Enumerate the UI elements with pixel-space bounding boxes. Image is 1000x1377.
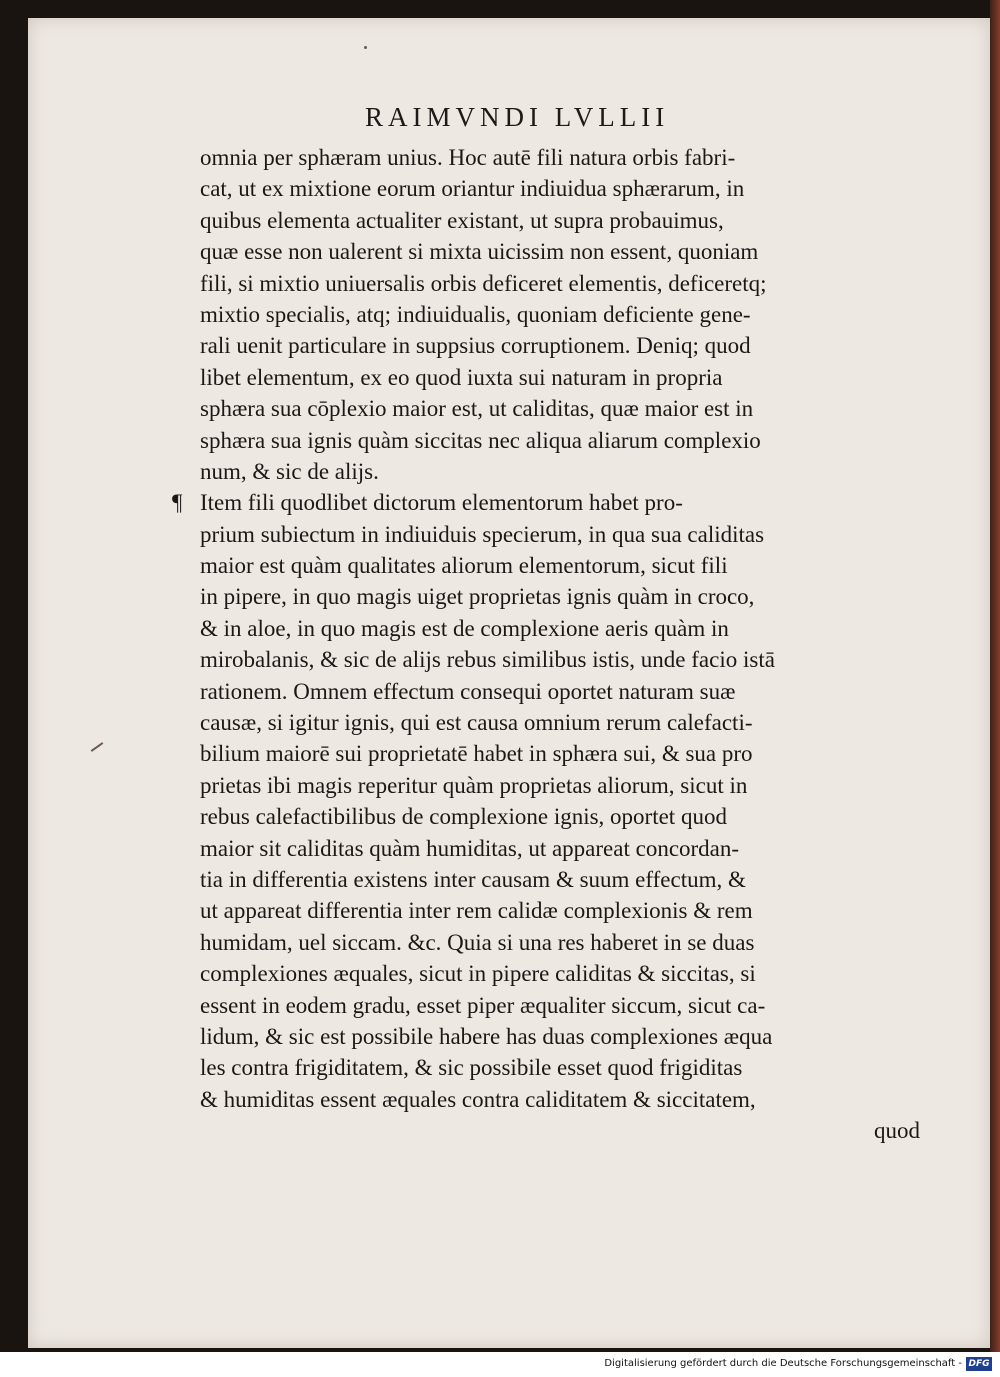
- text-line: prium subiectum in indiuiduis specierum, in qua sua caliditas: [200, 521, 765, 547]
- page-mark: [91, 742, 104, 752]
- paragraph-start-line: [172, 487, 920, 518]
- binding-edge: [990, 0, 1000, 1352]
- text-line: prietas ibi magis reperitur quàm proprietas aliorum, sicut in: [200, 772, 748, 798]
- catchword: quod: [874, 1118, 920, 1144]
- digitization-footer: [0, 1352, 1000, 1377]
- text-line: omnia per sphæram unius. Hoc autē fili natura orbis fabri-: [200, 145, 736, 170]
- text-line: mixtio specialis, atq; indiuidualis, quoniam deficiente gene-: [200, 301, 751, 327]
- text-line: ut appareat differentia inter rem calidæ complexionis & rem: [200, 898, 753, 924]
- text-line: mirobalanis, & sic de alijs rebus similibus istis, unde facio istā: [200, 647, 775, 673]
- text-line: maior est quàm qualitates aliorum elementorum, sicut fili: [200, 553, 728, 579]
- text-line: cat, ut ex mixtione eorum oriantur indiuidua sphærarum, in: [200, 176, 745, 202]
- dfg-logo: DFG: [966, 1357, 992, 1371]
- text-line: lidum, & sic est possibile habere has duas complexiones æqua: [200, 1023, 773, 1049]
- text-line: essent in eodem gradu, esset piper æqualiter siccum, sicut ca-: [200, 992, 766, 1018]
- paragraph-mark: ¶: [172, 490, 183, 516]
- running-head: RAIMVNDI LVLLII: [365, 102, 670, 132]
- text-line: les contra frigiditatem, & sic possibile esset quod frigiditas: [200, 1055, 743, 1081]
- text-line: & in aloe, in quo magis est de complexione aeris quàm in: [200, 615, 729, 641]
- text-line: complexiones æquales, sicut in pipere caliditas & siccitas, si: [200, 961, 756, 987]
- text-line: causæ, si igitur ignis, qui est causa omnium rerum calefacti-: [200, 710, 753, 736]
- text-line: & humiditas essent æquales contra caliditatem & siccitatem,: [200, 1086, 756, 1112]
- text-line: quibus elementa actualiter existant, ut supra probauimus,: [200, 207, 724, 233]
- text-line: quæ esse non ualerent si mixta uicissim non essent, quoniam: [200, 239, 759, 265]
- funding-credit: Digitalisierung gefördert durch die Deutsche Forschungsgemeinschaft -: [604, 1358, 962, 1369]
- text-line: humidam, uel siccam. &c. Quia si una res haberet in se duas: [200, 929, 755, 955]
- body-text: [172, 142, 920, 1147]
- text-line: sphæra sua cōplexio maior est, ut caliditas, quæ maior est in: [200, 396, 754, 422]
- text-line: rebus calefactibilibus de complexione ignis, oportet quod: [200, 804, 727, 830]
- text-line: maior sit caliditas quàm humiditas, ut appareat concordan-: [200, 835, 740, 861]
- text-line: bilium maiorē sui proprietatē habet in sphæra sui, & sua pro: [200, 741, 753, 767]
- text-line: Item fili quodlibet dictorum elementorum habet pro-: [200, 490, 683, 516]
- text-line: libet elementum, ex eo quod iuxta sui naturam in propria: [200, 364, 723, 390]
- page-speck: [364, 46, 367, 49]
- text-line: sphæra sua ignis quàm siccitas nec aliqua aliarum complexio: [200, 427, 761, 453]
- text-line: num, & sic de alijs.: [200, 458, 379, 484]
- text-line: rationem. Omnem effectum consequi oportet naturam suæ: [200, 678, 736, 704]
- text-line: fili, si mixtio uniuersalis orbis deficeret elementis, deficeretq;: [200, 270, 767, 296]
- text-line: rali uenit particulare in suppsius corruptionem. Deniq; quod: [200, 333, 751, 359]
- text-line: in pipere, in quo magis uiget proprietas ignis quàm in croco,: [200, 584, 755, 610]
- text-line: tia in differentia existens inter causam & suum effectum, &: [200, 866, 746, 892]
